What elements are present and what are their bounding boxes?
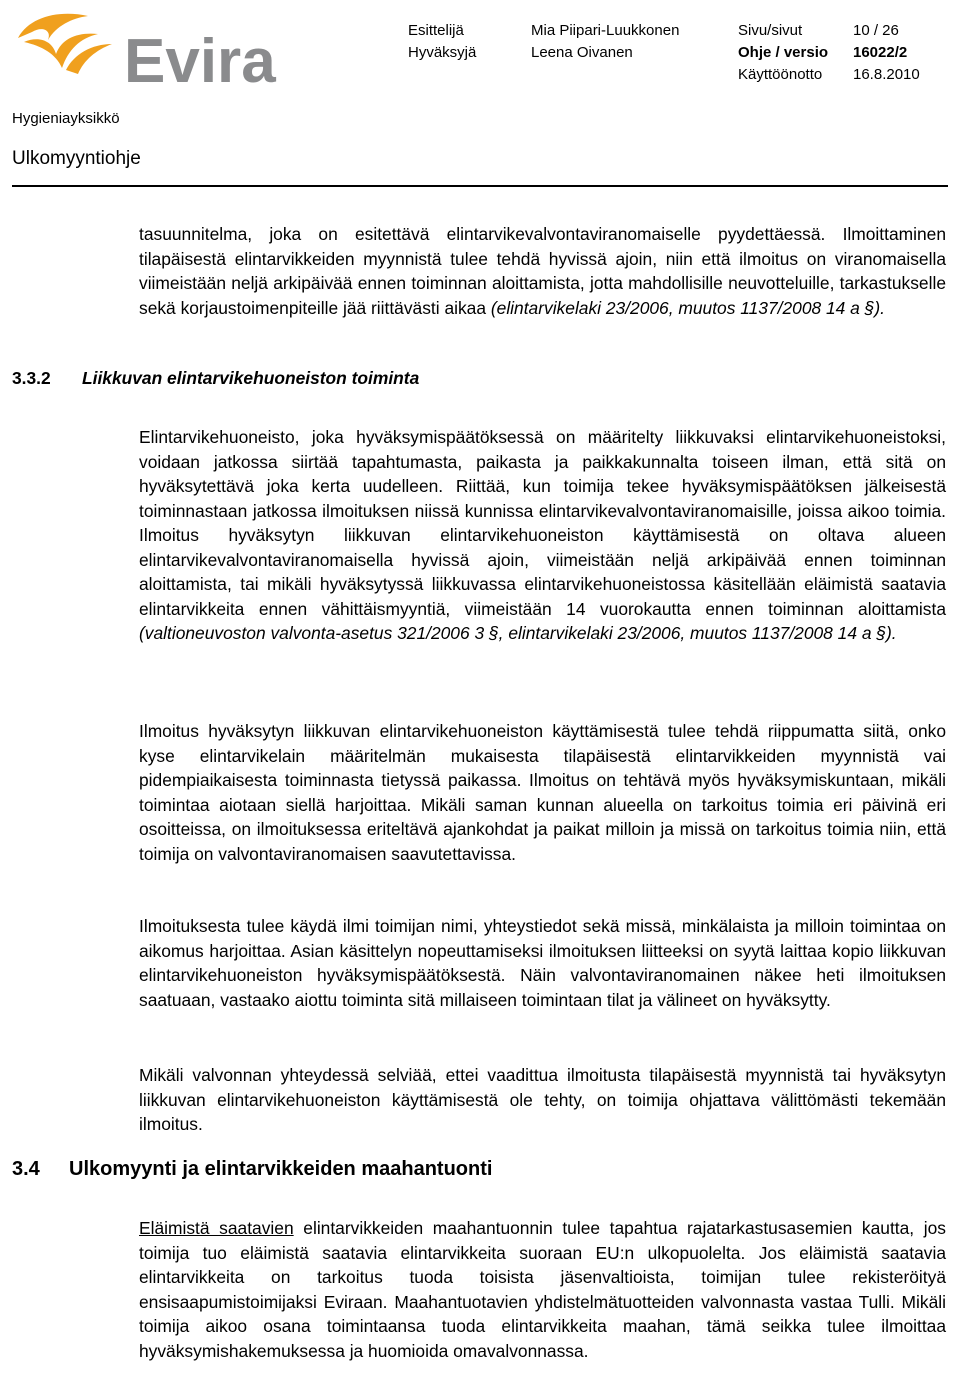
header-divider (12, 185, 948, 187)
subsection-heading (12, 368, 419, 389)
paragraph-supervision: Mikäli valvonnan yhteydessä selviää, ettei vaadittua ilmoitusta tilapäisestä myynnistä tai hyväksytyn liikkuvan elintarvikehuoneiston käyttämisestä ole tehty, on toimija ohjattava välittömästi tekemään ilmoitus. (139, 1065, 946, 1134)
paragraph-notification-content: Ilmoituksesta tulee käydä ilmi toimijan nimi, yhteystiedot sekä missä, minkälaista ja milloin toimintaa on aikomus harjoittaa. Asian käsittelyn nopeuttamiseksi ilmoituksen liitteeksi on syytä laittaa kopio liikkuvan elintarvikehuoneiston hyväksymispäätöksestä. Näin valvontaviranomainen näkee heti ilmoituksen saatuaan, vastaako aiottu toiminta sitä millaiseen toimintaan tilat ja välineet on hyväksytty. (139, 916, 946, 1010)
paragraph-import (139, 1216, 946, 1363)
hyvaksyja-name: Leena Oivanen (531, 44, 633, 61)
paragraph-text: Elintarvikehuoneisto, joka hyväksymispäätöksessä on määritelty liikkuvaksi elintarvikehuoneistoksi, voidaan jatkossa siirtää tapahtumasta, paikasta ja paikkakunnalta toiseen ilman, että sitä on hyväksytettävä joka kerta uudelleen. Riittää, kun toimija tekee hyväksymispäätöksen jälkeisestä toiminnastaan jatkossa ilmoituksen niissä kunnissa elintarvikevalvontaviranomaisille, joissa aikoo toimia. Ilmoitus hyväksytyn liikkuvan elintarvikehuoneiston käyttämisestä on oltava alueen elintarvikevalvontaviranomaisella hyvissä ajoin, viimeistään neljä arkipäivää ennen toiminnan aloittamista, tai mikäli hyväksytyssä liikkuvassa elintarvikehuoneistossa käsitellään eläimistä saatavia elintarvikkeita ennen vähittäismyyntiä, viimeistään 14 vuorokautta ennen toiminnan aloittamista (139, 427, 946, 619)
paragraph-continued (139, 222, 946, 320)
sivut-value: 10 / 26 (853, 22, 899, 39)
legal-reference: (elintarvikelaki 23/2006, muutos 1137/2008 14 a §). (490, 297, 885, 318)
esittelija-label: Esittelijä (408, 22, 464, 39)
ohje-label: Ohje / versio (738, 44, 829, 61)
underlined-term: Eläimistä saatavien (139, 1218, 294, 1238)
logo-swoosh-3 (66, 44, 112, 74)
hyvaksyja-label: Hyväksyjä (408, 44, 477, 61)
section-number: 3.4 (12, 1158, 40, 1180)
evira-logo-mark (12, 8, 282, 88)
paragraph-text: tasuunnitelma, joka on esitettävä elintarvikevalvontaviranomaiselle pyydettäessä. Ilmoittaminen tilapäisestä elintarvikkeiden myynnistä tulee tehdä hyvissä ajoin, niin että ilmoitus on viranomaisella viimeistään neljä arkipäivää ennen toiminnan aloittamista, jotta mahdollisille neuvotteluille, tarkastukselle sekä korjaustoimenpiteille jää riittävästi aikaa (139, 224, 946, 318)
ohje-value: 16022/2 (853, 44, 908, 61)
evira-logo (12, 8, 282, 88)
sivut-label: Sivu/sivut (738, 22, 803, 39)
legal-reference: (valtioneuvoston valvonta-asetus 321/2006 3 §, elintarvikelaki 23/2006, muutos 1137/2008 14 a §). (139, 623, 897, 643)
section-title: Ulkomyynti ja elintarvikkeiden maahantuonti (69, 1158, 493, 1180)
paragraph-notification: Ilmoitus hyväksytyn liikkuvan elintarvikehuoneiston käyttämisestä tulee tehdä riippumatta siitä, onko kyse elintarvikelain määritelmän mukaisesta tilapäisestä elintarvikkeiden myynnistä vai pidempiaikaisesta toiminnasta tietyssä paikassa. Ilmoitus on tehtävä myös hyväksymiskuntaan, mikäli toimintaa aiotaan siellä harjoittaa. Mikäli saman kunnan alueella on tarkoitus toimia eri päivinä eri osoitteissa, on ilmoituksessa eriteltävä ajankohdat ja paikat milloin ja missä on tarkoitus toimia niin, että toimija on valvontaviranomaisen saavutettavissa. (139, 721, 946, 864)
kayttoonotto-label: Käyttöönotto (738, 66, 823, 83)
section-heading (12, 1158, 492, 1181)
logo-wordmark: Evira (124, 27, 276, 88)
kayttoonotto-value: 16.8.2010 (853, 66, 920, 83)
document-title: Ulkomyyntiohje (12, 148, 141, 169)
subsection-number: 3.3.2 (12, 368, 51, 388)
paragraph-mobile-premises (139, 425, 946, 646)
esittelija-name: Mia Piipari-Luukkonen (531, 22, 680, 39)
paragraph-text: elintarvikkeiden maahantuonnin tulee tapahtua rajatarkastusasemien kautta, jos toimija tuo eläimistä saatavia elintarvikkeita suoraan EU:n ulkopuolelta. Jos eläimistä saatavia elintarvikkeita on tarkoitus tuoda toisista jäsenvaltioista, toimijan tulee rekisteröityä ensisaapumistoimijaksi Eviraan. Maahantuotavien yhdistelmätuotteiden valvonnasta vastaa Tulli. Mikäli toimija aikoo osana toimintaansa tuoda elintarvikkeita maahan, tämä seikka tulee ilmoittaa hyväksymishakemuksessa ja huomioida omavalvonnassa. (139, 1218, 946, 1361)
department: Hygieniayksikkö (12, 110, 120, 127)
subsection-title: Liikkuvan elintarvikehuoneiston toiminta (82, 368, 420, 388)
